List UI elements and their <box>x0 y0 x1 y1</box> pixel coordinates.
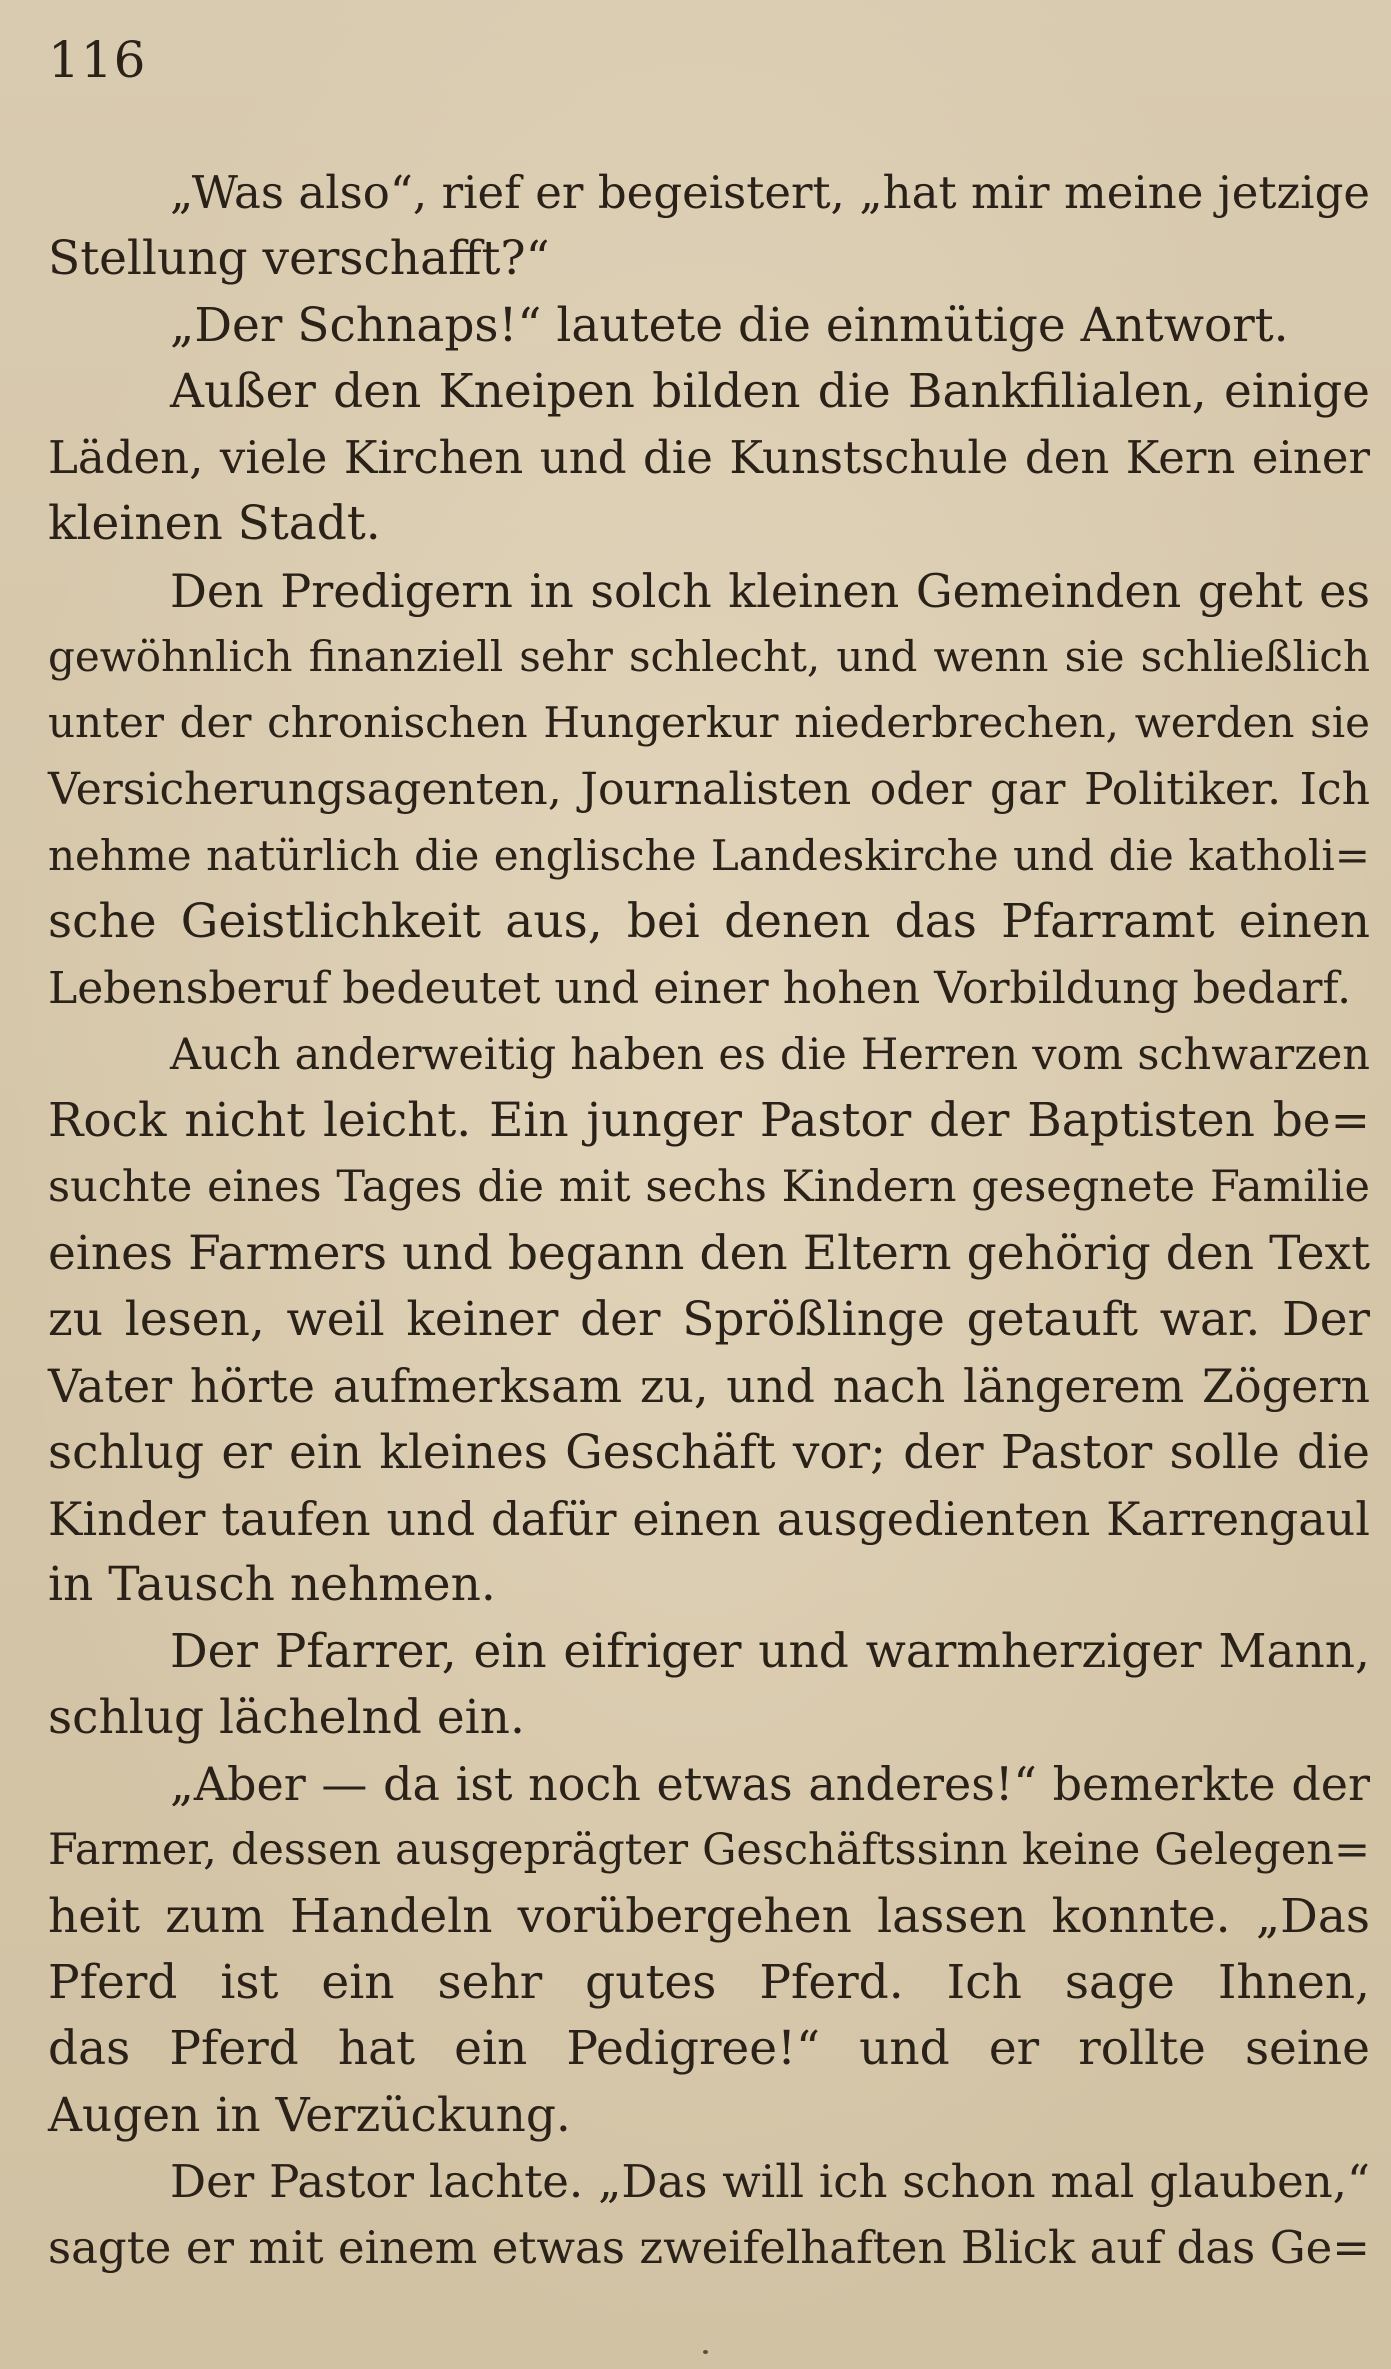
text-line: gewöhnlich finanziell sehr schlecht, und wenn sie schließlich <box>48 632 1370 682</box>
text-line: „Was also“, rief er begeistert, „hat mir meine jetzige <box>170 166 1370 219</box>
print-speck <box>703 2350 708 2354</box>
text-line: Läden, viele Kirchen und die Kunstschule den Kern einer <box>48 431 1370 485</box>
text-line: Versicherungsagenten, Journalisten oder gar Politiker. Ich <box>48 763 1370 815</box>
text-line: Farmer, dessen ausgeprägter Geschäftssinn keine Gelegen= <box>48 1825 1370 1876</box>
text-line: Der Pfarrer, ein eifriger und warmherziger Mann, <box>170 1623 1370 1679</box>
text-line: kleinen Stadt. <box>48 496 381 552</box>
text-line: schlug lächelnd ein. <box>48 1689 525 1745</box>
text-line: Außer den Kneipen bilden die Bankfilialen, einige <box>170 363 1370 419</box>
text-line: Den Predigern in solch kleinen Gemeinden geht es <box>170 563 1370 618</box>
text-line: „Der Schnaps!“ lautete die einmütige Antwort. <box>170 297 1289 353</box>
text-line: Lebensberuf bedeutet und einer hohen Vorbildung bedarf. <box>48 962 1352 1014</box>
text-line: suchte eines Tages die mit sechs Kindern gesegnete Familie <box>48 1162 1370 1213</box>
text-line: Stellung verschafft?“ <box>48 231 550 287</box>
text-line: sche Geistlichkeit aus, bei denen das Pfarramt einen <box>48 894 1370 950</box>
text-line: Kinder taufen und dafür einen ausgedienten Karrengaul <box>48 1491 1370 1546</box>
text-line: heit zum Handeln vorübergehen lassen konnte. „Das <box>48 1888 1370 1944</box>
text-line: sagte er mit einem etwas zweifelhaften Blick auf das Ge= <box>48 2221 1370 2275</box>
text-line: Der Pastor lachte. „Das will ich schon mal glauben,“ <box>170 2154 1370 2208</box>
text-line: eines Farmers und begann den Eltern gehörig den Text <box>48 1225 1370 1281</box>
text-line: schlug er ein kleines Geschäft vor; der Pastor solle die <box>48 1424 1370 1480</box>
text-line: Augen in Verzückung. <box>48 2087 571 2143</box>
text-line: Rock nicht leicht. Ein junger Pastor der Baptisten be= <box>48 1093 1370 1149</box>
text-line: Vater hörte aufmerksam zu, und nach längerem Zögern <box>48 1359 1370 1414</box>
text-line: nehme natürlich die englische Landeskirche und die katholi= <box>48 830 1370 880</box>
text-line: in Tausch nehmen. <box>48 1557 496 1613</box>
text-line: unter der chronischen Hungerkur niederbrechen, werden sie <box>48 698 1370 748</box>
text-line: „Aber — da ist noch etwas anderes!“ bemerkte der <box>170 1757 1370 1812</box>
page-number: 116 <box>48 31 147 89</box>
text-line: das Pferd hat ein Pedigree!“ und er rollte seine <box>48 2021 1370 2077</box>
text-line: Auch anderweitig haben es die Herren vom schwarzen <box>170 1029 1370 1080</box>
body-text <box>48 160 1370 2282</box>
text-line: zu lesen, weil keiner der Sprößlinge getauft war. Der <box>48 1292 1370 1348</box>
text-line: Pferd ist ein sehr gutes Pferd. Ich sage Ihnen, <box>48 1955 1370 2011</box>
